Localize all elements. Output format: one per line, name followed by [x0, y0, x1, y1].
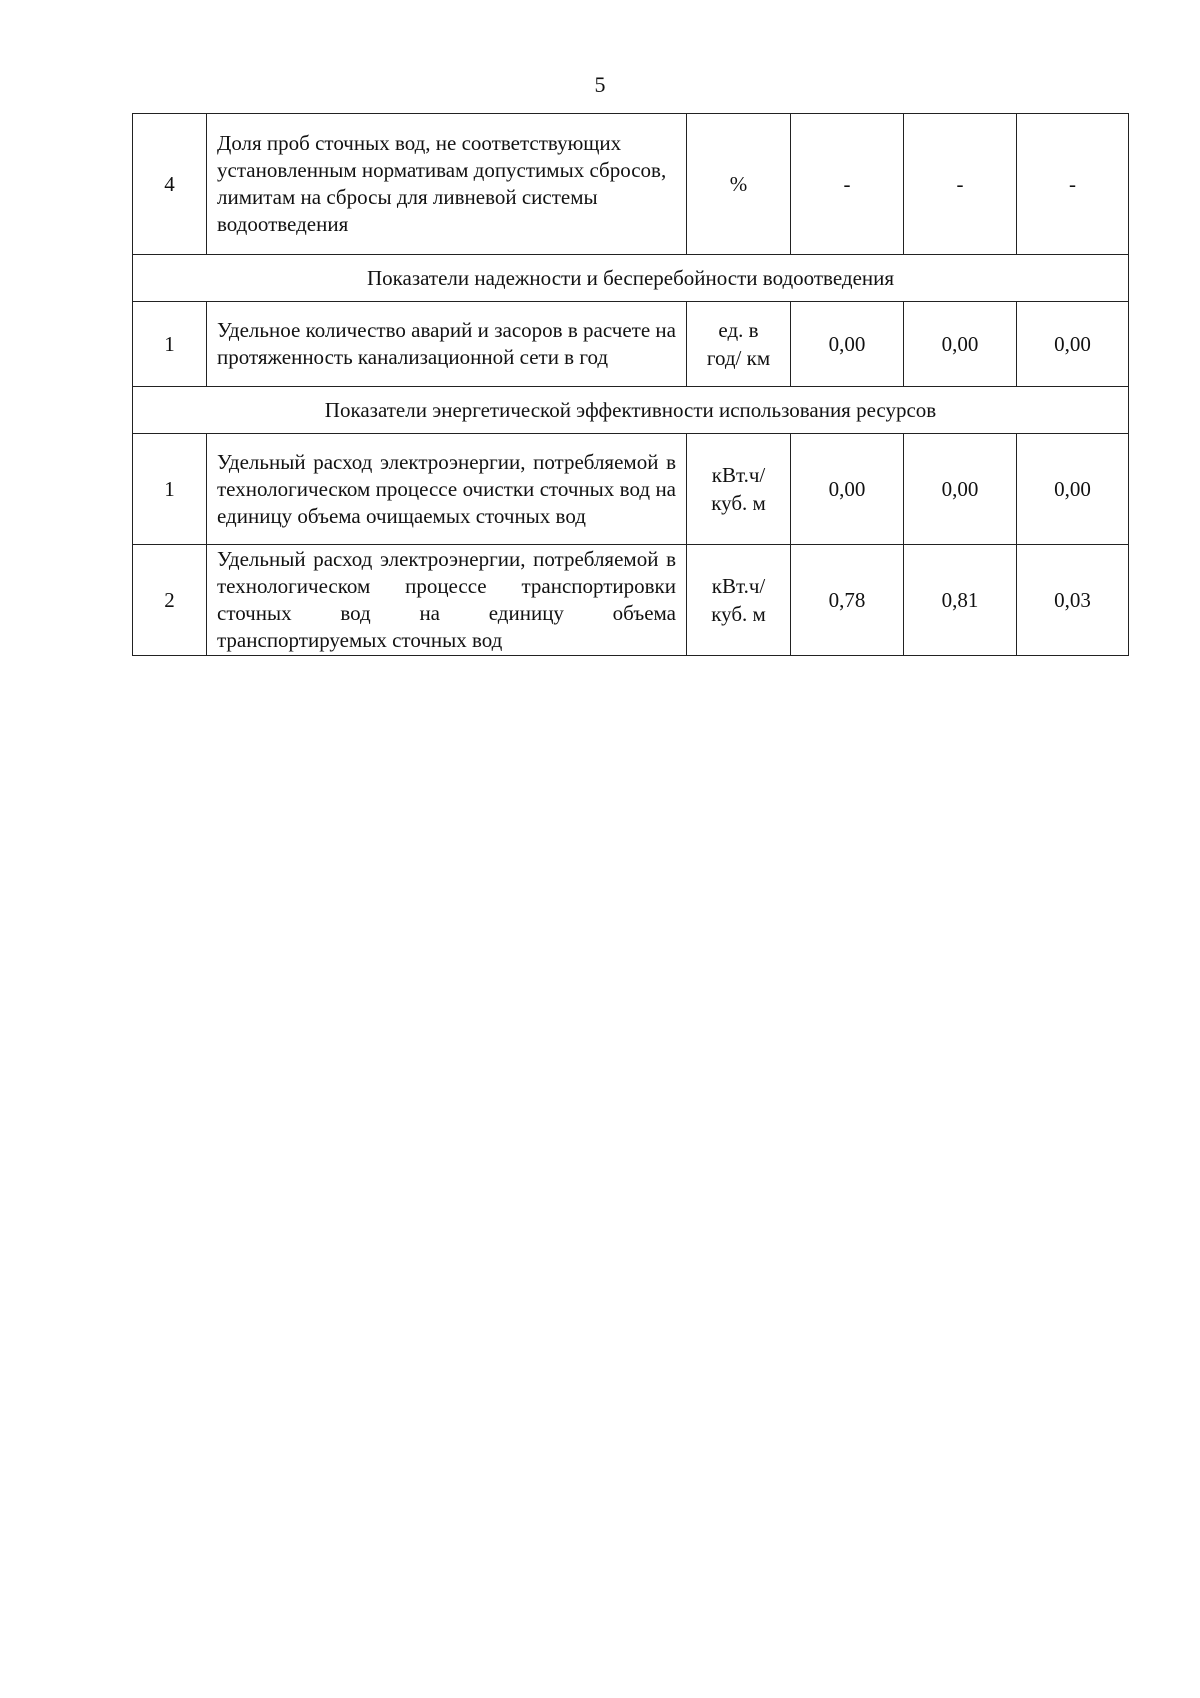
value-cell: 0,78 — [791, 545, 904, 656]
unit-line: кВт.ч/ — [711, 463, 766, 487]
unit-cell — [687, 434, 791, 545]
page-number: 5 — [594, 72, 606, 97]
unit-cell: % — [687, 114, 791, 255]
section-row — [133, 255, 1129, 302]
value-cell: 0,00 — [791, 434, 904, 545]
unit-cell — [687, 302, 791, 387]
table-row — [133, 114, 1129, 255]
value-cell: 0,03 — [1017, 545, 1129, 656]
indicator-description: Удельное количество аварий и засоров в расчете на протяженность канализационной сети в год — [207, 302, 687, 387]
indicator-description: Удельный расход электроэнергии, потребляемой в технологическом процессе очистки сточных вод на единицу объема очищаемых сточных вод — [207, 434, 687, 545]
indicator-description: Удельный расход электроэнергии, потребляемой в технологическом процессе транспортировки сточных вод на единицу объема транспортируемых сточных вод — [207, 545, 687, 656]
value-cell: 0,00 — [1017, 302, 1129, 387]
table-row — [133, 434, 1129, 545]
unit-line: год/ км — [706, 346, 771, 370]
section-heading: Показатели надежности и бесперебойности водоотведения — [133, 255, 1129, 302]
indicator-description: Доля проб сточных вод, не соответствующих установленным нормативам допустимых сбросов, лимитам на сбросы для ливневой системы водоотведения — [207, 114, 687, 255]
value-cell: - — [791, 114, 904, 255]
row-number: 4 — [133, 114, 207, 255]
row-number: 2 — [133, 545, 207, 656]
unit-cell — [687, 545, 791, 656]
value-cell: 0,00 — [791, 302, 904, 387]
value-cell: 0,81 — [904, 545, 1017, 656]
unit-line: ед. в — [718, 318, 759, 342]
section-row — [133, 387, 1129, 434]
value-cell: - — [904, 114, 1017, 255]
value-cell: 0,00 — [904, 302, 1017, 387]
value-cell: 0,00 — [1017, 434, 1129, 545]
table-row — [133, 302, 1129, 387]
section-heading: Показатели энергетической эффективности использования ресурсов — [133, 387, 1129, 434]
table-row — [133, 545, 1129, 656]
row-number: 1 — [133, 434, 207, 545]
unit-line: куб. м — [711, 602, 766, 626]
unit-line: куб. м — [711, 491, 766, 515]
indicators-table — [132, 113, 1129, 656]
value-cell: - — [1017, 114, 1129, 255]
row-number: 1 — [133, 302, 207, 387]
unit-line: кВт.ч/ — [711, 574, 766, 598]
value-cell: 0,00 — [904, 434, 1017, 545]
